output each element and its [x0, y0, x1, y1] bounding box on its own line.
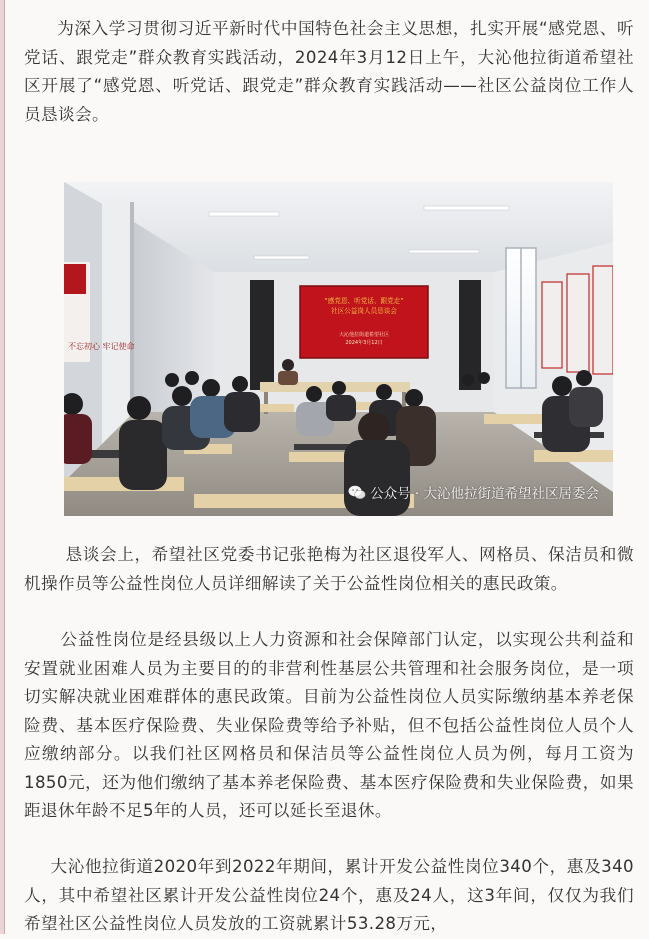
banner-date: 2024年3月12日 [345, 340, 383, 346]
wall-slogan-text: 不忘初心 牢记使命 [68, 342, 135, 351]
paragraph-statistics: 大沁他拉街道2020年到2022年期间，累计开发公益性岗位340个，惠及340人，其中希望社区累计开发公益性岗位24个，惠及24人，这3年间，仅仅为我们希望社区公益性岗位人员发放的工资就累计53.28万元， [24, 857, 634, 933]
paragraph-policy: 公益性岗位是经县级以上人力资源和社会保障部门认定，以实现公共利益和安置就业困难人员为主要目的的非营利性基层公共管理和社会服务岗位，是一项切实解决就业困难群体的惠民政策。目前为公益性岗位人员实际缴纳基本养老保险费、基本医疗保险费、失业保险费等给予补贴，但不包括公益性岗位人员个人应缴纳部分。以我们社区网格员和保洁员等公益性岗位人员为例，每月工资为1850元，还为他们缴纳了基本养老保险费、基本医疗保险费和失业保险费，如果距退休年龄不足5年的人员，还可以延长至退休。 [24, 630, 634, 820]
watermark-text: 公众号 · 大沁他拉街道希望社区居委会 [370, 486, 599, 502]
meeting-photo [64, 182, 613, 516]
paragraph-meeting: 恳谈会上，希望社区党委书记张艳梅为社区退役军人、网格员、保洁员和微机操作员等公益性岗位人员详细解读了关于公益性岗位相关的惠民政策。 [24, 545, 634, 593]
intro-paragraph: 为深入学习贯彻习近平新时代中国特色社会主义思想，扎实开展“感党恩、听党话、跟党走”群众教育实践活动，2024年3月12日上午，大沁他拉街道希望社区开展了“感党恩、听党话、跟党走”群众教育实践活动——社区公益岗位工作人员恳谈会。 [24, 19, 634, 124]
meeting-photo-illustration [64, 182, 613, 516]
banner-line2: 社区公益岗人员恳谈会 [331, 307, 397, 315]
wechat-icon [348, 485, 366, 500]
banner-line1: “感党恩、听党话、跟党走” [324, 297, 404, 305]
photo-watermark [348, 482, 599, 502]
banner-org: 大沁他拉街道希望社区 [338, 332, 390, 338]
page-left-border [0, 0, 5, 934]
